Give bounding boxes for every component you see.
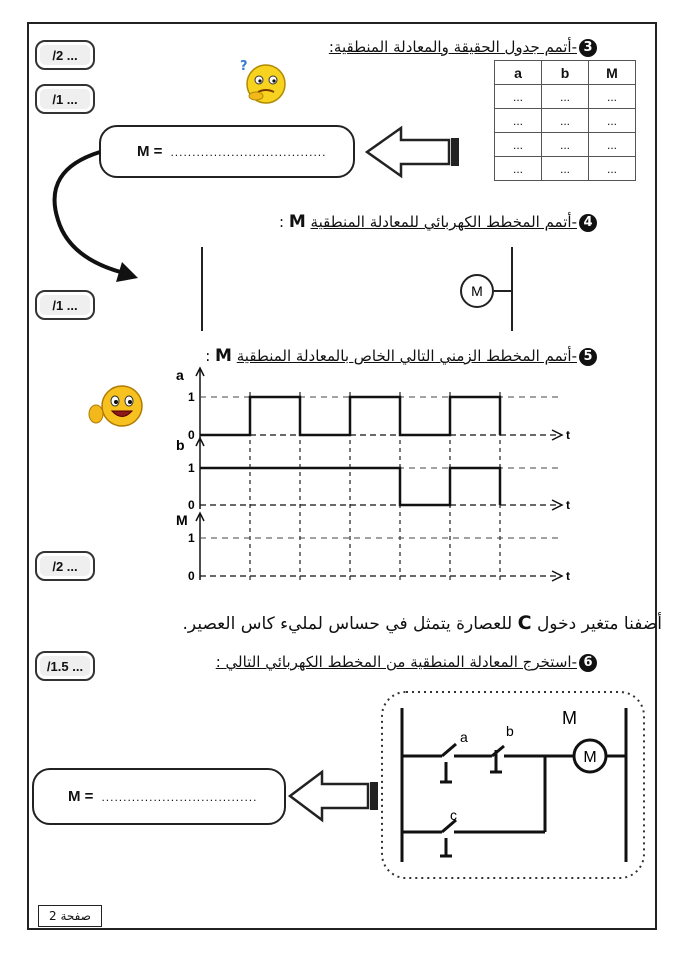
tick-label: 0: [188, 498, 195, 512]
signal-label: M: [176, 512, 188, 528]
table-cell[interactable]: ...: [542, 85, 589, 109]
x-axis-label: t: [566, 498, 570, 512]
score-box-q6: /1.5 ...: [35, 651, 95, 681]
equation-label: M =: [137, 143, 163, 160]
tick-label: 1: [188, 390, 195, 404]
truth-table-header: b: [542, 61, 589, 85]
circuit-diagram: [380, 690, 648, 882]
truth-table-header: a: [495, 61, 542, 85]
question-number-4: 4: [579, 214, 597, 232]
score-box-q4: /1 ...: [35, 290, 95, 320]
table-cell[interactable]: ...: [589, 157, 636, 181]
contact-a-label: a: [460, 729, 468, 745]
page-number: صفحة 2: [38, 905, 102, 927]
table-cell[interactable]: ...: [542, 157, 589, 181]
table-row: [495, 85, 636, 109]
circuit-motor-inner-label: M: [583, 749, 597, 766]
signal-label: b: [176, 437, 185, 453]
question-3-title: 3-أتمم جدول الحقيقة والمعادلة المنطقية:: [329, 38, 597, 57]
timing-diagram: [170, 368, 590, 590]
table-cell[interactable]: ...: [495, 85, 542, 109]
x-axis-label: t: [566, 428, 570, 442]
tick-label: 0: [188, 428, 195, 442]
curved-arrow-icon: [40, 150, 150, 290]
equation-blank: ....................................: [101, 789, 258, 804]
truth-table-header: M: [589, 61, 636, 85]
motor-label: M: [471, 283, 483, 299]
table-cell[interactable]: ...: [495, 133, 542, 157]
equation-blank: ....................................: [170, 144, 327, 159]
svg-text:?: ?: [240, 59, 248, 74]
tick-label: 1: [188, 531, 195, 545]
table-cell[interactable]: ...: [589, 85, 636, 109]
table-row: [495, 133, 636, 157]
question-number-6: 6: [579, 654, 597, 672]
left-arrow-icon: [288, 768, 382, 824]
question-5-title: 5-أتمم المخطط الزمني التالي الخاص بالمعادلة المنطقية M :: [205, 346, 597, 366]
tick-label: 1: [188, 461, 195, 475]
electric-schema-blank: [198, 245, 528, 335]
motor-top-label: M: [562, 708, 577, 728]
left-arrow-icon: [365, 124, 465, 180]
score-box-q3-equation: /1 ...: [35, 84, 95, 114]
table-cell[interactable]: ...: [589, 109, 636, 133]
signal-waveform-a: [200, 397, 500, 435]
table-row: [495, 157, 636, 181]
question-4-title: 4-أتمم المخطط الكهربائي للمعادلة المنطقية M :: [279, 212, 597, 232]
table-row: [495, 109, 636, 133]
score-box-q3-table: /2 ...: [35, 40, 95, 70]
signal-label: a: [176, 367, 184, 383]
truth-table: [494, 60, 636, 181]
equation-label: M =: [68, 788, 94, 805]
added-variable-text: أضفنا متغير دخول C للعصارة يتمثل في حساس لمليء كاس العصير.: [182, 612, 662, 634]
equation-answer-box-2[interactable]: [32, 768, 286, 825]
thinking-emoji-icon: [236, 58, 292, 106]
question-6-title: 6-استخرج المعادلة المنطقية من المخطط الكهربائي التالي :: [216, 653, 597, 672]
score-box-q5: /2 ...: [35, 551, 95, 581]
contact-c-label: c: [450, 807, 457, 823]
question-number-5: 5: [579, 348, 597, 366]
table-cell[interactable]: ...: [589, 133, 636, 157]
table-cell[interactable]: ...: [495, 157, 542, 181]
table-cell[interactable]: ...: [542, 133, 589, 157]
x-axis-label: t: [566, 569, 570, 583]
question-number-3: 3: [579, 39, 597, 57]
waving-emoji-icon: [86, 384, 146, 430]
table-cell[interactable]: ...: [542, 109, 589, 133]
contact-b-label: b: [506, 723, 514, 739]
tick-label: 0: [188, 569, 195, 583]
table-cell[interactable]: ...: [495, 109, 542, 133]
